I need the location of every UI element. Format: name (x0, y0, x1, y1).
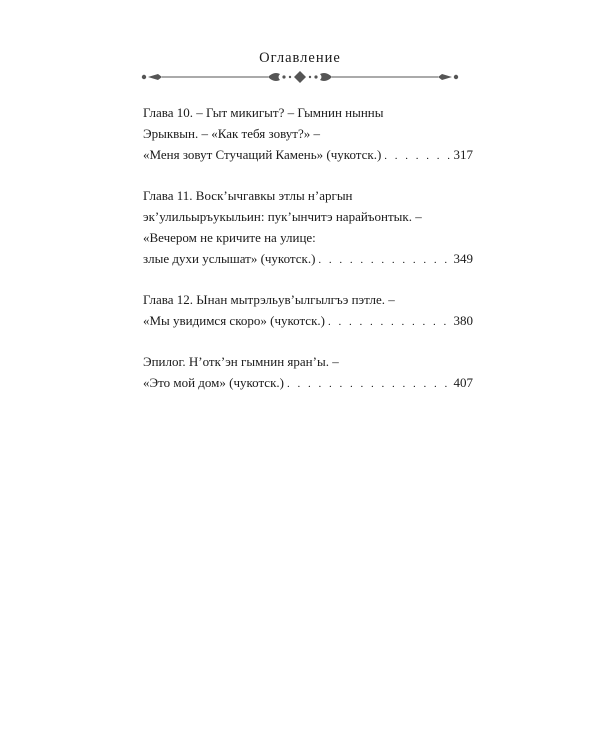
toc-entry-line: Эрыквын. – «Как тебя зовут?» – (143, 126, 320, 141)
toc-entry-last-line (143, 144, 473, 165)
toc-entry-text: «Меня зовут Стучащий Камень» (чукотск.) (143, 147, 382, 162)
toc-entry-text: злые духи услышат» (чукотск.) (143, 251, 316, 266)
toc-entry-line: Глава 10. – Гыт микигыт? – Гымнин нынны (143, 105, 384, 120)
toc-entry-line: «Вечером не кричите на улице: (143, 230, 316, 245)
toc-entry-line: Глава 12. Ынан мытрэльув’ылгылгъэ пэтле. – (143, 292, 395, 307)
toc-page-number: 380 (453, 313, 473, 328)
toc-entry-last-line (143, 248, 473, 269)
toc-entry-last-line (143, 310, 473, 331)
dot-leader (384, 146, 450, 167)
toc-entry-chapter-12[interactable] (143, 289, 473, 331)
toc-page-number: 317 (453, 147, 473, 162)
toc-page-number: 407 (453, 375, 473, 390)
dot-leader (328, 312, 451, 333)
toc-entry-chapter-11[interactable] (143, 185, 473, 269)
dot-leader (287, 374, 451, 395)
toc-entry-text: «Мы увидимся скоро» (чукотск.) (143, 313, 325, 328)
toc-entry-last-line (143, 372, 473, 393)
divider-ornament-icon (140, 70, 460, 84)
dot-leader (318, 250, 450, 271)
toc-entry-text: «Это мой дом» (чукотск.) (143, 375, 284, 390)
toc-entry-line: Глава 11. Воск’ычгавкы этлы н’аргын (143, 188, 353, 203)
page-title: Оглавление (259, 50, 341, 66)
toc-entry-epilogue[interactable] (143, 351, 473, 393)
toc-entry-chapter-10[interactable] (143, 102, 473, 165)
table-of-contents (143, 102, 473, 413)
toc-entry-line: Эпилог. Н’отк’эн гымнин яран’ы. – (143, 354, 339, 369)
toc-page-number: 349 (453, 251, 473, 266)
toc-entry-line: эк’улильыръукыльин: пук’ынчитэ нарайъонтык. – (143, 209, 422, 224)
